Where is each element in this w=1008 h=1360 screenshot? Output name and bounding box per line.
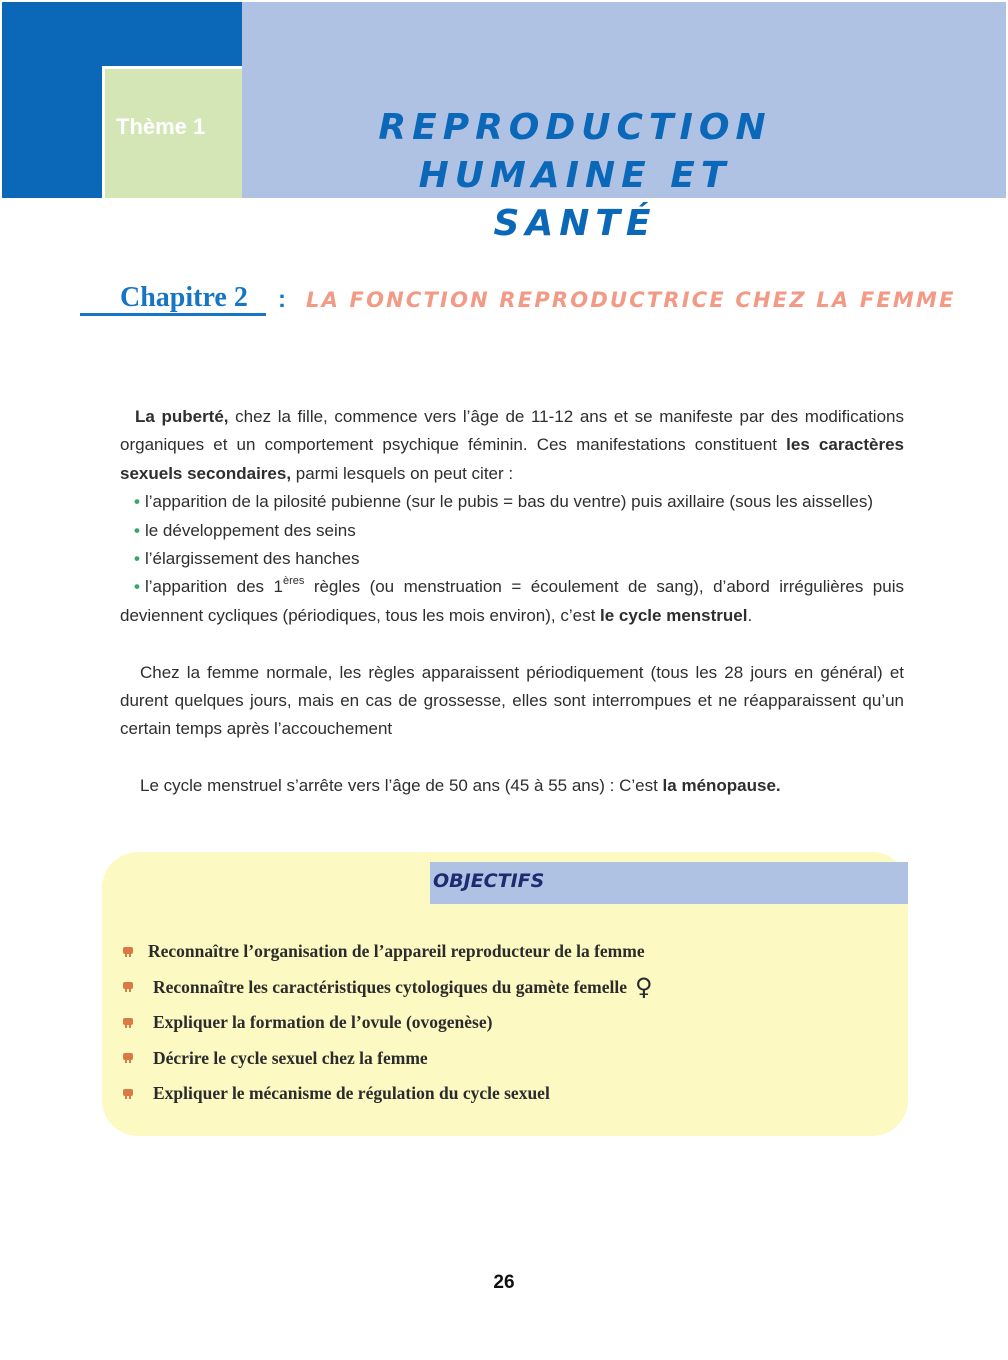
list-item-text: l’élargissement des hanches [144,549,360,569]
menopause-text: Le cycle menstruel s’arrête vers l’âge de 50 ans (45 à 55 ans) : C’est [140,776,663,796]
menopause-paragraph [120,772,904,800]
list-item-end: . [747,605,753,625]
term-menopause: la ménopause. [662,776,781,796]
bus-icon [122,1017,134,1029]
list-item-text: le développement des seins [144,520,356,540]
term-caracteres: les caractères sexuels secondaires, [120,435,904,483]
term-cycle-menstruel: le cycle menstruel [600,605,748,625]
list-item [120,573,904,630]
list-item-text: règles (ou menstruation = écoulement de sang), d’abord irrégulières puis deviennent cycliques (périodiques, tous les mois environ), c’est [120,577,904,625]
term-puberte: La puberté, [135,407,229,426]
objectives-list [122,934,653,1112]
list-item-text: l’apparition des 1 [144,577,283,597]
bus-icon [122,1052,134,1064]
objective-text: Reconnaître les caractéristiques cytologiques du gamète femelle [153,976,628,997]
theme-title-line2: SANTÉ [493,203,657,244]
list-item [120,545,904,573]
theme-title [255,104,895,248]
objectives-title: OBJECTIFS [433,870,545,892]
bus-icon [122,1088,134,1100]
list-item [122,1076,653,1112]
puberty-paragraph [120,403,904,488]
objective-text: Décrire le cycle sexuel chez la femme [153,1047,428,1068]
list-item [122,1041,653,1077]
list-item [120,488,904,516]
female-symbol-icon: ♀ [635,973,653,1002]
superscript: ères [282,575,305,588]
bus-icon [122,981,134,993]
objective-text: Expliquer la formation de l’ovule (ovogenèse) [153,1012,493,1033]
list-item-text: l’apparition de la pilosité pubienne (sur le pubis = bas du ventre) puis axillaire (sous les aisselles) [144,492,874,512]
bus-icon [122,946,134,958]
bullet-dot-icon: • [134,549,140,569]
list-item [122,970,653,1006]
list-item [122,934,653,970]
objective-text: Reconnaître l’organisation de l’appareil reproducteur de la femme [148,941,645,962]
objective-text: Expliquer le mécanisme de régulation du cycle sexuel [153,1083,550,1104]
theme-title-line1: REPRODUCTION HUMAINE ET [378,107,772,196]
puberty-text: chez la fille, commence vers l’âge de 11-12 ans et se manifeste par des modifications organiques et un comportement psychique féminin. Ces manifestations constituent [120,407,904,455]
pregnancy-paragraph: Chez la femme normale, les règles apparaissent périodiquement (tous les 28 jours en général) et durent quelques jours, mais en cas de grossesse, elles sont interrompues et ne réapparaissent qu’un certain temps après l’accouchement [120,662,904,739]
bullet-dot-icon: • [134,577,140,597]
theme-label: Thème 1 [116,114,206,139]
bullet-dot-icon: • [134,520,140,540]
intro-text [120,403,904,801]
bullet-dot-icon: • [134,492,140,512]
page-number: 26 [493,1272,515,1293]
puberty-text-end: parmi lesquels on peut citer : [291,463,514,483]
chapter-colon: : [278,286,286,313]
chapter-title: LA FONCTION REPRODUCTRICE CHEZ LA FEMME [306,288,956,312]
list-item [122,1005,653,1041]
chapter-label: Chapitre 2 [120,282,248,313]
list-item [120,517,904,545]
